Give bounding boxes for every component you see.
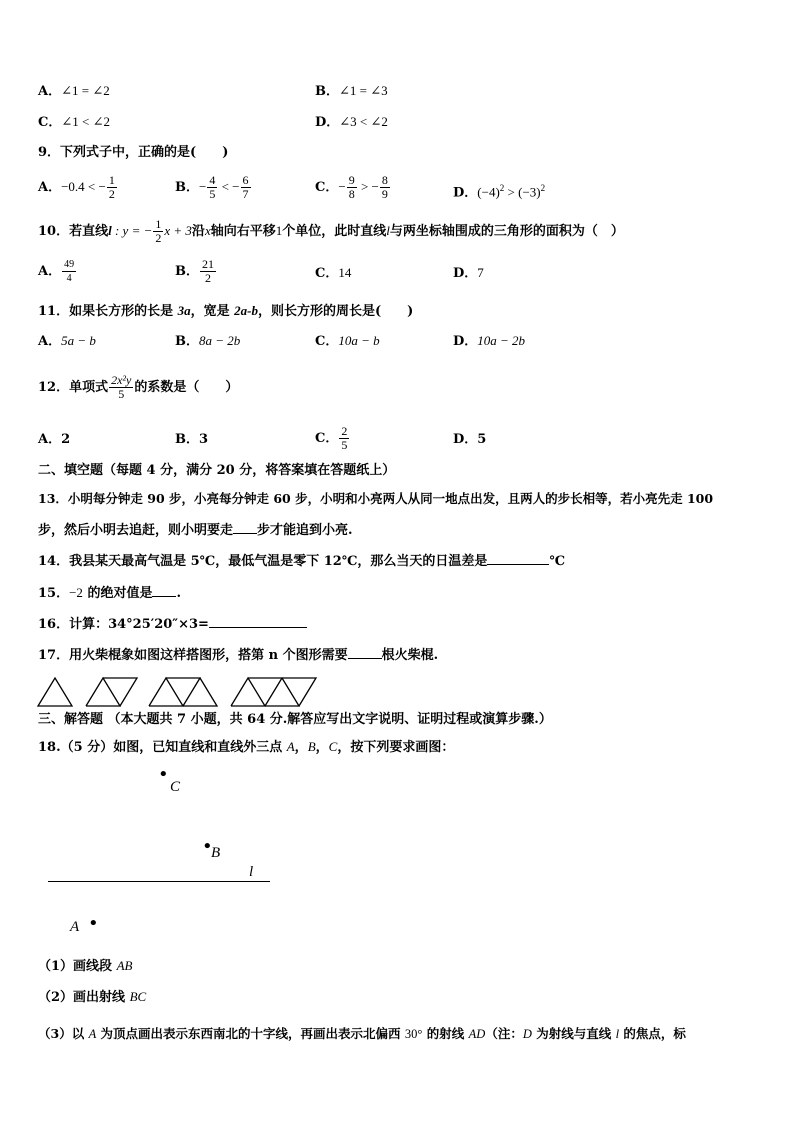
point-b-label: B	[211, 845, 221, 861]
point-a-label: A	[70, 919, 80, 935]
option-math: ∠3 < ∠2	[339, 114, 388, 129]
answer-blank[interactable]	[233, 521, 257, 534]
option-math: ∠1 < ∠2	[61, 114, 110, 129]
q8-option-a	[38, 83, 110, 100]
point-c-dot: •	[158, 764, 169, 785]
option-letter: A．	[38, 84, 62, 99]
q11-option-b: B．8a − 2b	[175, 333, 241, 349]
figure-1-triangle	[38, 678, 72, 706]
option-letter: C．	[315, 334, 339, 349]
fraction: $\frac{\text{2x²y}}{5}$	[111, 373, 132, 401]
q12-stem: 12．单项式 $\frac{\text{2x²y}}{5}$ 的系数是（ ）	[38, 373, 239, 401]
q8-option-c	[38, 114, 110, 131]
line-l	[48, 881, 270, 882]
q11-stem: 11．如果长方形的长是 3a，宽是 2a-b，则长方形的周长是( )	[38, 303, 414, 319]
q10-option-a	[38, 258, 77, 285]
q9-stem: 9．下列式子中，正确的是( )	[38, 145, 229, 160]
fraction: $\frac{9}{8}$	[348, 173, 355, 201]
q13-line2: 步，然后小明去追赶，则小明要走 步才能追到小亮.	[38, 523, 353, 538]
q18-subtask-1: （1）画线段 AB	[38, 958, 133, 974]
option-letter: D．	[315, 115, 340, 130]
option-letter: A．	[38, 334, 62, 349]
option-letter: D．	[453, 334, 478, 349]
option-letter: B．	[315, 84, 339, 99]
option-letter: B．	[175, 432, 199, 447]
fraction: $\frac{49}{4}$	[64, 259, 75, 284]
q18-subtask-2: （2）画出射线 BC	[38, 989, 147, 1005]
option-math: −0.4 < −	[61, 179, 106, 194]
option-letter: B．	[175, 264, 199, 279]
q12-option-b: B．3	[175, 432, 209, 447]
q11-option-d: D．10a − 2b	[453, 333, 526, 349]
fraction: $\frac{8}{9}$	[381, 173, 388, 201]
q18-subtask-3: （3）以 A 为顶点画出表示东西南北的十字线，再画出表示北偏西 30° 的射线 AD（注：D 为射线与直线 l 的焦点，标	[38, 1026, 686, 1041]
matchstick-figures	[36, 675, 326, 709]
q8-option-d	[315, 114, 388, 131]
q11-option-c: C．10a − b	[315, 333, 380, 349]
q16: 16．计算：34°25′20″×3=	[38, 615, 307, 633]
option-letter: B．	[175, 180, 199, 195]
option-letter: C．	[315, 431, 339, 446]
q10-stem: 10．若直线l : y = − $\frac{1}{2}$ x + 3沿x轴向右平移1个单位，此时直线l与两坐标轴围成的三角形的面积为（ ）	[38, 217, 624, 245]
option-letter: D．	[453, 432, 478, 447]
line-l-label: l	[249, 864, 254, 880]
q12-option-d: D．5	[453, 432, 487, 447]
answer-blank[interactable]	[348, 646, 382, 659]
q10-option-b	[175, 258, 217, 285]
q9-option-c: C．− $\frac{9}{8}$ > − $\frac{8}{9}$	[315, 173, 388, 201]
point-b-dot: •	[202, 836, 213, 857]
option-letter: A．	[38, 264, 62, 279]
option-math: ∠1 = ∠2	[61, 83, 110, 98]
q15: 15．−2 的绝对值是 .	[38, 585, 181, 601]
figure-3-triangles	[149, 678, 217, 706]
point-c-label: C	[170, 779, 181, 795]
option-letter: D．	[453, 266, 478, 281]
option-letter: C．	[315, 266, 339, 281]
q13-line1: 13．小明每分钟走 90 步，小亮每分钟走 60 步，小明和小亮两人从同一地点出发，且两人的步长相等，若小亮先走 100	[38, 491, 714, 506]
fraction: $\frac{6}{7}$	[242, 173, 249, 201]
option-letter: C．	[38, 115, 62, 130]
fraction: $\frac{1}{2}$	[155, 217, 162, 245]
option-math: ∠1 = ∠3	[339, 83, 388, 98]
q17: 17．用火柴棍象如图这样搭图形，搭第 n 个图形需要 根火柴棍.	[38, 648, 439, 663]
point-a-dot: •	[88, 913, 99, 934]
fraction: $\frac{4}{5}$	[209, 173, 216, 201]
fraction: $\frac{2}{5}$	[341, 424, 348, 452]
section-fill-blank-heading: 二、填空题（每题 4 分，满分 20 分，将答案填在答题纸上）	[38, 463, 396, 478]
option-letter: A．	[38, 180, 62, 195]
figure-4-triangles	[231, 678, 316, 706]
q8-option-b	[315, 83, 388, 100]
q10-option-d: D．7	[453, 265, 484, 281]
q12-option-c	[315, 425, 350, 452]
q18-stem: 18.（5 分）如图，已知直线和直线外三点 A，B，C，按下列要求画图：	[38, 739, 455, 755]
figure-2-triangles	[86, 678, 137, 706]
q9-option-b: B．− $\frac{4}{5}$ < − $\frac{6}{7}$	[175, 173, 249, 201]
q14: 14．我县某天最高气温是 5℃，最低气温是零下 12℃，那么当天的日温差是 ℃	[38, 554, 566, 569]
fraction: $\frac{21}{2}$	[202, 257, 214, 285]
section-solve-heading: 三、解答题 （本大题共 7 小题，共 64 分.解答应写出文字说明、证明过程或演算步骤.）	[38, 712, 552, 727]
q9-option-a	[38, 174, 118, 201]
q12-option-a: A．2	[38, 432, 71, 447]
q9-option-d: D．$(-4)^2 > (-3)^2$	[453, 183, 546, 201]
option-letter: C．	[315, 180, 339, 195]
answer-blank[interactable]	[152, 584, 176, 597]
answer-blank[interactable]	[487, 552, 549, 565]
q11-option-a: A．5a − b	[38, 333, 96, 349]
option-letter: B．	[175, 334, 199, 349]
option-letter: A．	[38, 432, 62, 447]
option-letter: D．	[453, 185, 478, 201]
answer-blank[interactable]	[209, 615, 307, 628]
q10-option-c: C．14	[315, 265, 352, 281]
fraction: $\frac{1}{2}$	[108, 173, 115, 201]
